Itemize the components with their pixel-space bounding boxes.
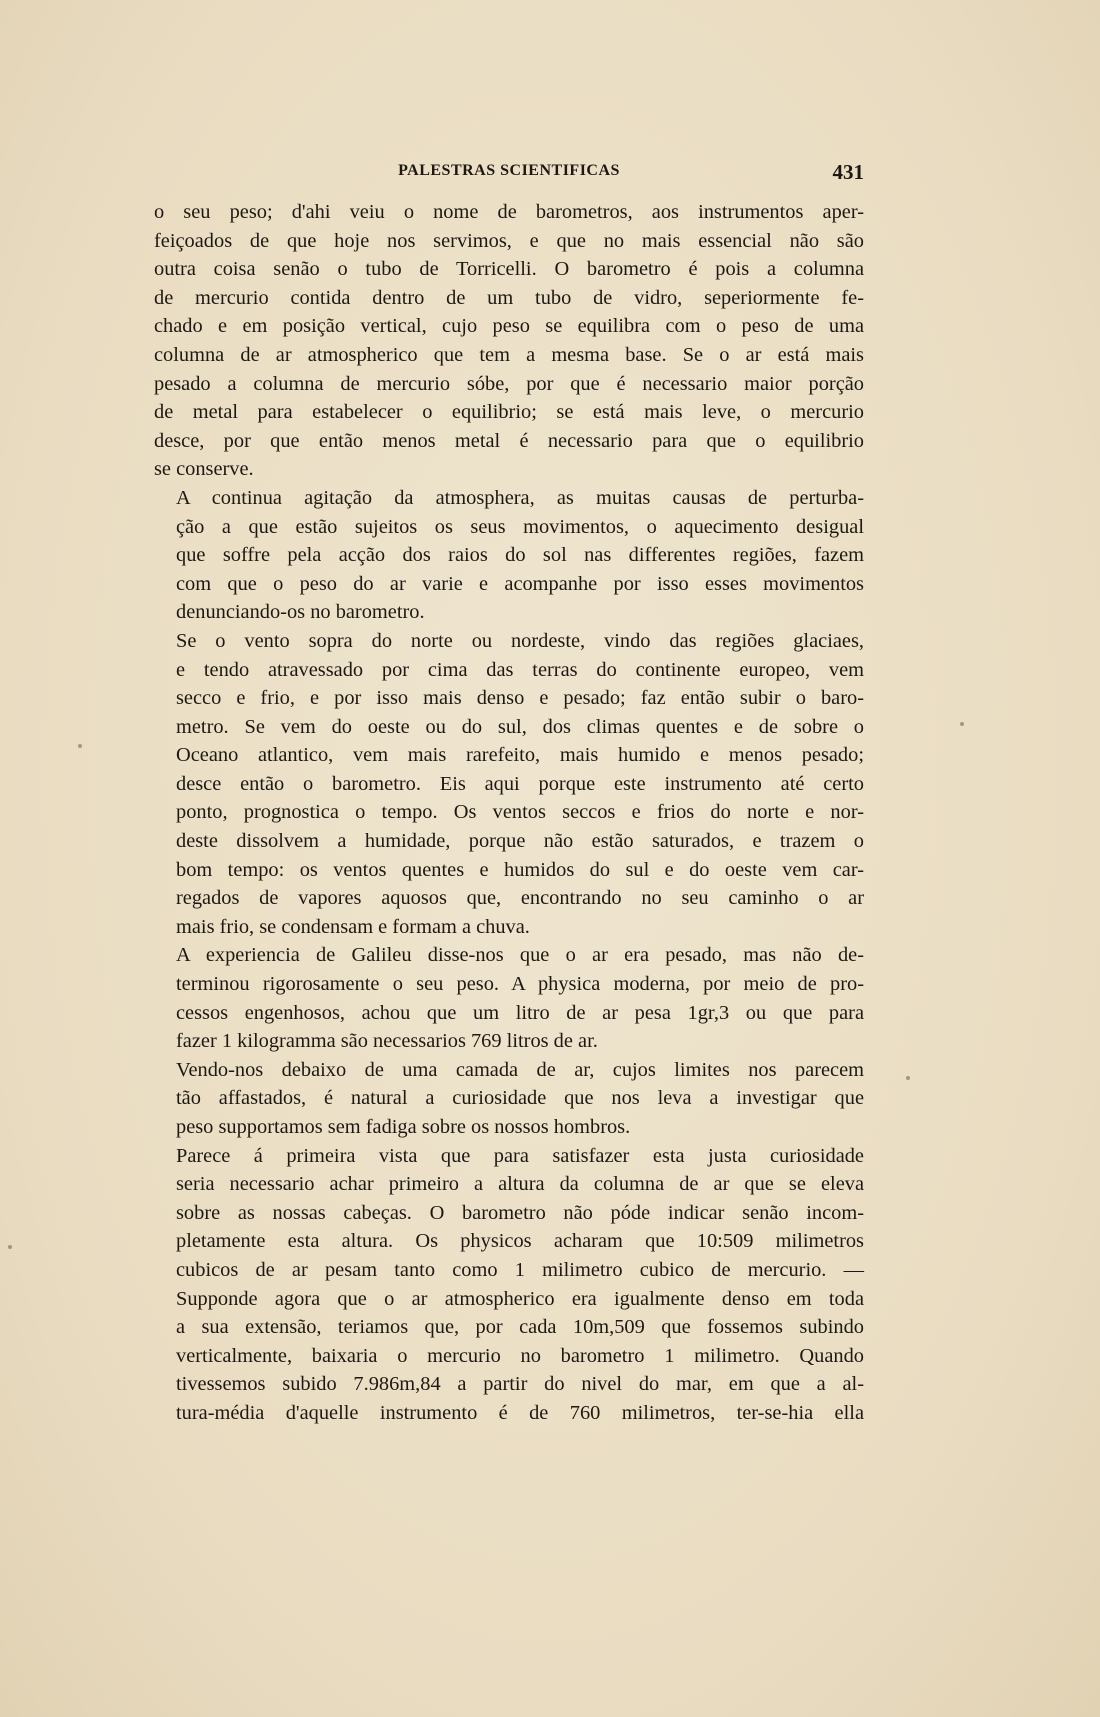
page-number: 431 [832, 160, 864, 184]
text-line: Vendo-nos debaixo de uma camada de ar, cujos limites nos parecem [176, 1058, 864, 1081]
text-line: A experiencia de Galileu disse-nos que o ar era pesado, mas não de- [176, 944, 864, 967]
text-line: tivessemos subido 7.986m,84 a partir do nivel do mar, em que a al- [176, 1373, 864, 1396]
text-line: verticalmente, baixaria o mercurio no barometro 1 milimetro. Quando [176, 1344, 864, 1367]
text-line: ção a que estão sujeitos os seus movimentos, o aquecimento desigual [176, 515, 864, 538]
text-line: outra coisa senão o tubo de Torricelli. O barometro é pois a columna [154, 258, 864, 281]
text-line: o seu peso; d'ahi veiu o nome de barometros, aos instrumentos aper- [154, 201, 864, 223]
text-line: secco e frio, e por isso mais denso e pesado; faz então subir o baro- [176, 687, 864, 710]
paragraph-5 [154, 1056, 864, 1142]
text-line: metro. Se vem do oeste ou do sul, dos climas quentes e de sobre o [176, 715, 864, 738]
paper-speck [8, 1245, 12, 1249]
text-line: cubicos de ar pesam tanto como 1 milimetro cubico de mercurio. — [176, 1258, 864, 1281]
text-line: Parece á primeira vista que para satisfazer esta justa curiosidade [176, 1144, 864, 1167]
text-line: que soffre pela acção dos raios do sol nas differentes regiões, fazem [176, 544, 864, 567]
text-line: cessos engenhosos, achou que um litro de ar pesa 1gr,3 ou que para [176, 1001, 864, 1024]
text-line: se conserve. [154, 458, 254, 481]
text-line: A continua agitação da atmosphera, as muitas causas de perturba- [176, 486, 864, 509]
text-line: desce então o barometro. Eis aqui porque este instrumento até certo [176, 772, 864, 795]
paper-speck [960, 722, 964, 726]
text-line: sobre as nossas cabeças. O barometro não póde indicar senão incom- [176, 1201, 864, 1224]
text-line: mais frio, se condensam e formam a chuva. [176, 915, 530, 938]
paragraph-4 [154, 941, 864, 1055]
paragraph-6 [154, 1142, 864, 1428]
text-line: tura-média d'aquelle instrumento é de 760 milimetros, ter-se-hia ella [176, 1401, 864, 1424]
text-line: a sua extensão, teriamos que, por cada 10m,509 que fossemos subindo [176, 1316, 864, 1339]
text-line: tão affastados, é natural a curiosidade que nos leva a investigar que [176, 1087, 864, 1110]
text-line: Supponde agora que o ar atmospherico era igualmente denso em toda [176, 1287, 864, 1310]
text-line: pesado a columna de mercurio sóbe, por que é necessario maior porção [154, 372, 864, 395]
text-line: pletamente esta altura. Os physicos acharam que 10:509 milimetros [176, 1230, 864, 1253]
page-header [154, 160, 864, 190]
paper-speck [78, 744, 82, 748]
paper-speck [906, 1076, 910, 1080]
text-line: columna de ar atmospherico que tem a mesma base. Se o ar está mais [154, 343, 864, 366]
text-line: terminou rigorosamente o seu peso. A physica moderna, por meio de pro- [176, 973, 864, 996]
text-line: fazer 1 kilogramma são necessarios 769 litros de ar. [176, 1030, 598, 1053]
text-line: denunciando-os no barometro. [176, 601, 425, 624]
text-line: seria necessario achar primeiro a altura da columna de ar que se eleva [176, 1173, 864, 1196]
text-line: feiçoados de que hoje nos servimos, e que no mais essencial não são [154, 229, 864, 252]
text-line: de mercurio contida dentro de um tubo de vidro, seperiormente fe- [154, 286, 864, 309]
text-line: Se o vento sopra do norte ou nordeste, vindo das regiões glaciaes, [176, 629, 864, 652]
body-text [154, 198, 864, 1428]
text-line: bom tempo: os ventos quentes e humidos do sul e do oeste vem car- [176, 858, 864, 881]
running-title: PALESTRAS SCIENTIFICAS [398, 162, 620, 179]
text-line: de metal para estabelecer o equilibrio; se está mais leve, o mercurio [154, 401, 864, 424]
paragraph-1 [154, 198, 864, 484]
text-line: deste dissolvem a humidade, porque não estão saturados, e trazem o [176, 830, 864, 853]
text-line: desce, por que então menos metal é necessario para que o equilibrio [154, 429, 864, 452]
text-line: e tendo atravessado por cima das terras do continente europeo, vem [176, 658, 864, 681]
text-line: ponto, prognostica o tempo. Os ventos seccos e frios do norte e nor- [176, 801, 864, 824]
text-line: chado e em posição vertical, cujo peso se equilibra com o peso de uma [154, 315, 864, 338]
paragraph-2 [154, 484, 864, 627]
paragraph-3 [154, 627, 864, 942]
text-line: com que o peso do ar varie e acompanhe por isso esses movimentos [176, 572, 864, 595]
text-line: peso supportamos sem fadiga sobre os nossos hombros. [176, 1116, 631, 1138]
text-line: Oceano atlantico, vem mais rarefeito, mais humido e menos pesado; [176, 744, 864, 767]
text-line: regados de vapores aquosos que, encontrando no seu caminho o ar [176, 887, 864, 910]
